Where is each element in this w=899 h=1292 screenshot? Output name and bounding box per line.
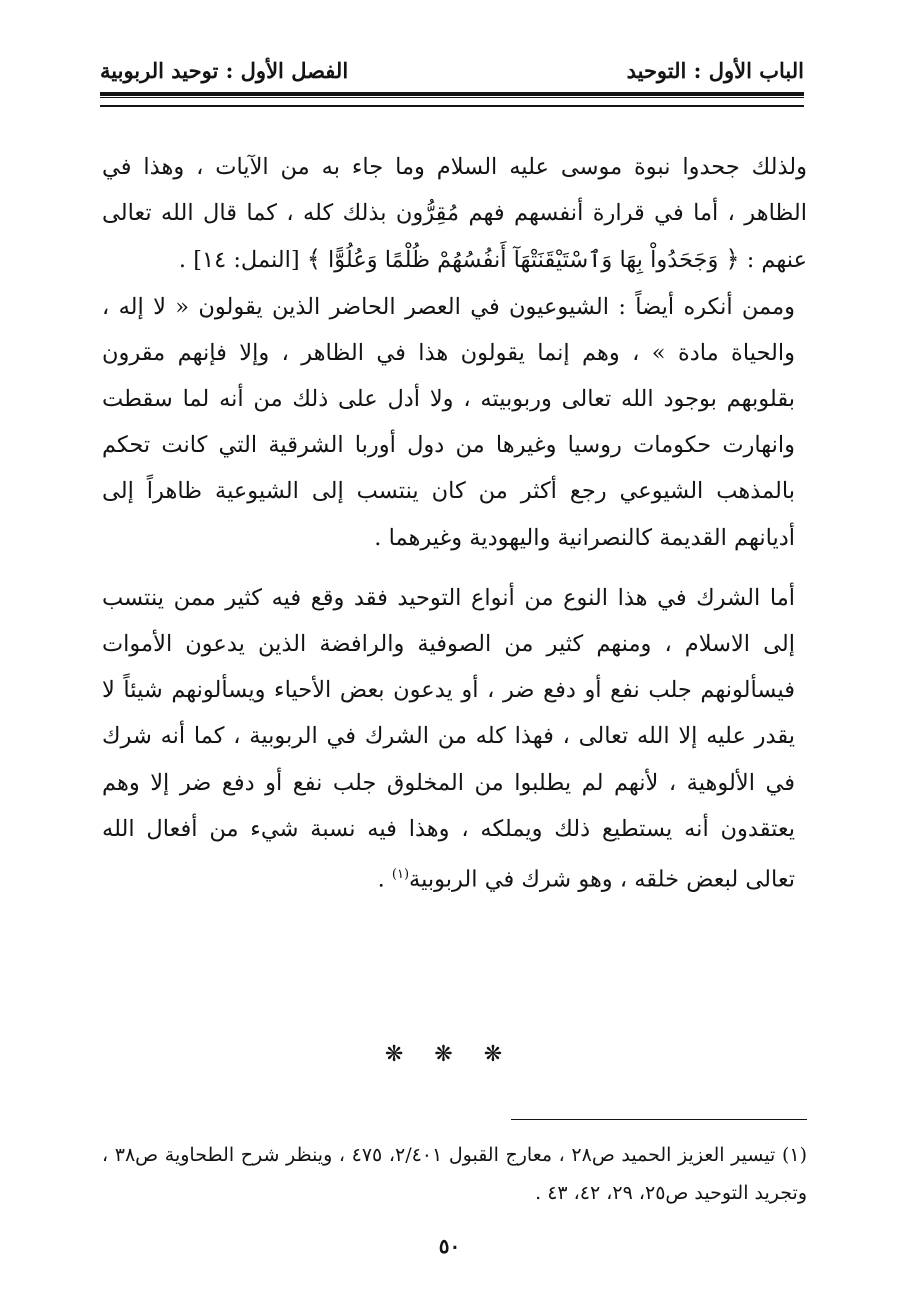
verse-citation: [النمل: ١٤] . [178,247,300,274]
section-separator: ❋ ❋ ❋ [384,1042,515,1067]
paragraph-3-end: . [377,866,392,893]
main-text [102,144,807,903]
paragraph-2: وممن أنكره أيضاً : الشيوعيون في العصر الحاضر الذين يقولون « لا إله ، والحياة مادة » ، وهم إنما يقولون هذا في الظاهر ، وإلا فإنهم مقرون بقلوبهم بوجود الله تعالى وربوبيته ، ولا أدل على ذلك من أنه لما سقطت وانهارت حكومات روسيا وغيرها من دول أوربا الشرقية التي كانت تحكم بالمذهب الشيوعي رجع أكثر من كان ينتسب إلى الشيوعية ظاهراً إلى أديانهم القديمة كالنصرانية واليهودية وغيرهما . [102,293,795,551]
quran-bracket-close: ﴾ [306,245,321,274]
quran-verse: وَجَحَدُواْ بِهَا وَٱسْتَيْقَنَتْهَآ أَنفُسُهُمْ ظُلْمًا وَعُلُوًّا [328,247,719,274]
paragraph-3-text: أما الشرك في هذا النوع من أنواع التوحيد فقد وقع فيه كثير ممن ينتسب إلى الاسلام ، ومنهم كثير من الصوفية والرافضة الذين يدعون الأموات فيسألونهم جلب نفع أو دفع ضر ، أو يدعون بعض الأحياء ويسألونهم شيئاً لا يقدر عليه إلا الله تعالى ، فهذا كله من الشرك في الربوبية ، كما أنه شرك في الألوهية ، لأنهم لم يطلبوا من المخلوق جلب نفع أو دفع ضر إلا وهم يعتقدون أنه يستطيع ذلك ويملكه ، وهذا فيه نسبة شيء من أفعال الله تعالى لبعض خلقه ، وهو شرك في الربوبية [102,584,795,893]
running-header [100,52,804,88]
paragraph-3 [102,575,807,903]
section-title: الفصل الأول : توحيد الربوبية [100,57,349,83]
footnote [102,1136,807,1212]
page-number: ٥٠ [438,1234,461,1258]
paragraph-1 [102,144,807,284]
footnote-text: (١) تيسير العزيز الحميد ص٢٨ ، معارج القبول ٢/٤٠١، ٤٧٥ ، وينظر شرح الطحاوية ص٣٨ ، وتجريد التوحيد ص٢٥، ٢٩، ٤٢، ٤٣ . [102,1144,808,1204]
header-divider [100,92,804,107]
footnote-divider [511,1119,807,1120]
quran-bracket-open: ﴿ [725,245,740,274]
chapter-title: الباب الأول : التوحيد [626,57,804,83]
paragraph-1-intro: ولذلك جحدوا نبوة موسى عليه السلام وما جاء به من الآيات ، وهذا في الظاهر ، أما في قرارة أنفسهم فهم مُقِرُّون بذلك كله ، كما قال الله تعالى عنهم : [102,154,807,274]
footnote-reference: (١) [391,867,410,883]
